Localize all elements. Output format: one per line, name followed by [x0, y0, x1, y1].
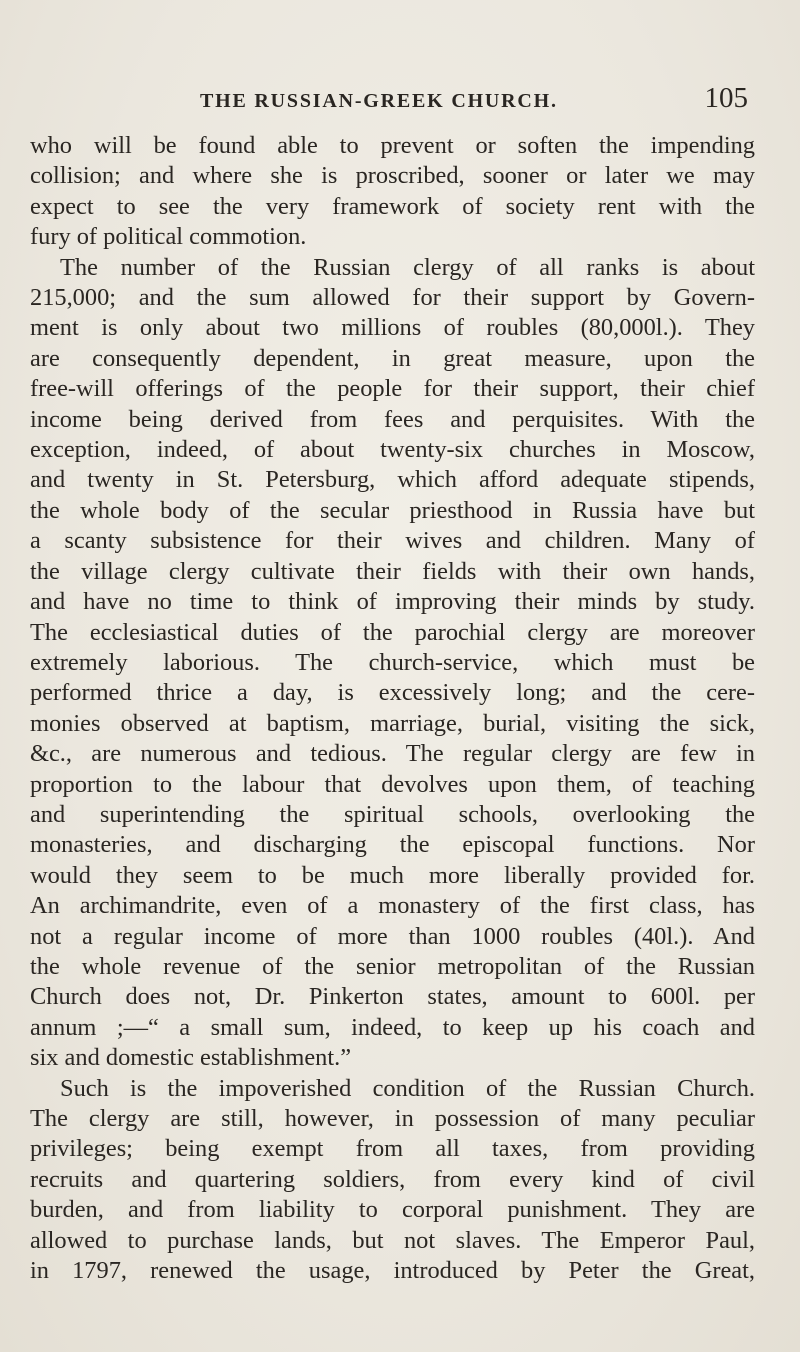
text-line: and have no time to think of improving their minds by study. — [30, 588, 755, 616]
text-line: allowed to purchase lands, but not slaves. The Emperor Paul, — [30, 1226, 755, 1254]
text-line: who will be found able to prevent or soften the impending — [30, 132, 755, 159]
text-line: monies observed at baptism, marriage, burial, visiting the sick, — [30, 709, 755, 737]
text-line: An archimandrite, even of a monastery of the first class, has — [30, 892, 755, 920]
text-line: recruits and quartering soldiers, from every kind of civil — [30, 1165, 755, 1193]
page-number: 105 — [704, 82, 748, 114]
text-line: are consequently dependent, in great measure, upon the — [30, 344, 755, 372]
running-head — [30, 82, 770, 122]
text-line: collision; and where she is proscribed, sooner or later we may — [30, 162, 755, 190]
text-line: proportion to the labour that devolves upon them, of teaching — [30, 770, 755, 798]
text-line: burden, and from liability to corporal punishment. They are — [30, 1196, 755, 1224]
text-line: performed thrice a day, is excessively long; and the cere- — [30, 679, 755, 707]
text-line: the village clergy cultivate their fields with their own hands, — [30, 557, 755, 585]
text-line: 215,000; and the sum allowed for their support by Govern- — [30, 284, 755, 312]
body-text — [30, 131, 755, 1286]
text-line: monasteries, and discharging the episcopal functions. Nor — [30, 831, 755, 859]
running-title: THE RUSSIAN-GREEK CHURCH. — [200, 90, 558, 112]
paragraph-start-line: The number of the Russian clergy of all ranks is about — [60, 253, 755, 281]
text-line: &c., are numerous and tedious. The regular clergy are few in — [30, 740, 755, 768]
text-line: six and domestic establishment.” — [30, 1044, 352, 1072]
text-line: income being derived from fees and perquisites. With the — [30, 405, 755, 433]
text-line: not a regular income of more than 1000 roubles (40l.). And — [30, 922, 755, 950]
text-line: would they seem to be much more liberally provided for. — [30, 861, 755, 889]
text-line: Church does not, Dr. Pinkerton states, amount to 600l. per — [30, 983, 755, 1011]
text-line: the whole revenue of the senior metropolitan of the Russian — [30, 952, 755, 980]
paragraph-start-line: Such is the impoverished condition of the Russian Church. — [60, 1074, 755, 1102]
text-line: annum ;—“ a small sum, indeed, to keep up his coach and — [30, 1013, 755, 1041]
text-line: privileges; being exempt from all taxes, from providing — [30, 1135, 755, 1163]
text-line: The clergy are still, however, in possession of many peculiar — [30, 1105, 755, 1132]
text-line: free-will offerings of the people for their support, their chief — [30, 375, 755, 403]
text-line: and twenty in St. Petersburg, which afford adequate stipends, — [30, 466, 755, 494]
text-line: extremely laborious. The church-service, which must be — [30, 648, 755, 676]
text-line: ment is only about two millions of roubles (80,000l.). They — [30, 314, 755, 342]
text-line: and superintending the spiritual schools, overlooking the — [30, 800, 755, 828]
text-line: fury of political commotion. — [30, 223, 307, 251]
text-line: in 1797, renewed the usage, introduced by Peter the Great, — [30, 1257, 755, 1285]
text-line: a scanty subsistence for their wives and children. Many of — [30, 527, 755, 555]
text-line: the whole body of the secular priesthood in Russia have but — [30, 496, 755, 524]
text-line: exception, indeed, of about twenty-six churches in Moscow, — [30, 436, 755, 464]
text-line: expect to see the very framework of society rent with the — [30, 192, 755, 220]
text-line: The ecclesiastical duties of the parochial clergy are moreover — [30, 618, 755, 646]
